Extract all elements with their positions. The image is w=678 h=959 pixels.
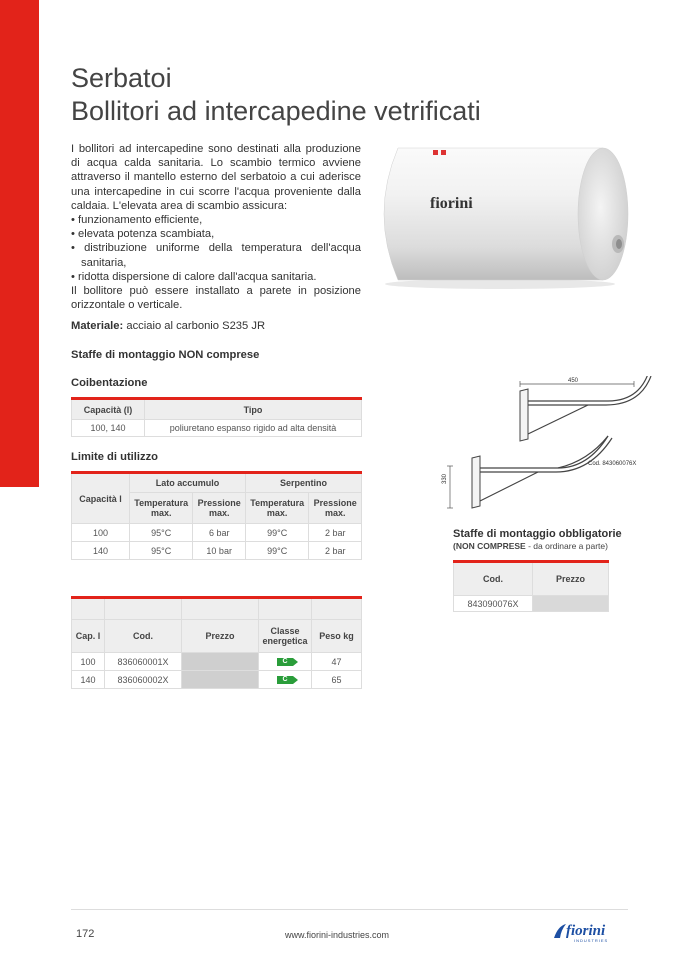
feature-list	[71, 213, 361, 284]
table-row	[72, 524, 362, 542]
mounting-table	[453, 560, 609, 612]
intro-paragraph-2: Il bollitore può essere installato a parete in posizione orizzontale o verticale.	[71, 285, 361, 312]
cell: 2 bar	[309, 542, 362, 560]
feature-item: • elevata potenza scambiata,	[71, 228, 215, 241]
title-line-1: Serbatoi	[71, 63, 172, 93]
col-pressione-accumulo: Pressione max.	[193, 493, 246, 524]
col-tipo: Tipo	[145, 399, 362, 420]
cell-peso: 65	[312, 671, 362, 689]
brackets-not-included-note: Staffe di montaggio NON comprese	[71, 349, 260, 361]
spacer-cell	[259, 598, 312, 620]
footer-divider	[71, 909, 628, 910]
table-row	[454, 596, 609, 612]
spacer-cell	[312, 598, 362, 620]
col-peso: Peso kg	[312, 620, 362, 653]
col-prezzo: Prezzo	[182, 620, 259, 653]
page-title	[71, 62, 481, 128]
col-capacita: Capacità l	[72, 473, 130, 524]
limite-heading: Limite di utilizzo	[71, 451, 159, 463]
fiorini-logo	[552, 920, 628, 944]
col-cod: Cod.	[454, 562, 533, 596]
cell: 6 bar	[193, 524, 246, 542]
energy-class-label: C	[282, 676, 288, 684]
col-cod: Cod.	[105, 620, 182, 653]
table-row	[72, 671, 362, 689]
table-row	[72, 653, 362, 671]
col-cap: Cap. l	[72, 620, 105, 653]
energy-class-badge	[277, 658, 293, 666]
cell: 99°C	[245, 524, 308, 542]
coibentazione-heading: Coibentazione	[71, 377, 148, 389]
col-capacita: Capacità (l)	[72, 399, 145, 420]
limite-table	[71, 471, 362, 560]
energy-class-badge	[277, 676, 293, 684]
mounting-sub-rest: - da ordinare a parte)	[525, 541, 608, 551]
bracket-height-label: 330	[442, 473, 448, 484]
cell-prezzo	[533, 596, 609, 612]
cell-cap: 100	[72, 653, 105, 671]
material-value: acciaio al carbonio S235 JR	[123, 320, 266, 332]
bracket-width-label: 450	[568, 378, 579, 384]
cell: 95°C	[130, 524, 193, 542]
cell-cap: 140	[72, 671, 105, 689]
intro-paragraph-1: I bollitori ad intercapedine sono destinati alla produzione di acqua calda sanitaria. Lo scambio termico avviene attraverso il mantello esterno del serbatoio a cui aderisce una intercapedine in cui scorre l'acqua proveniente dalla caldaia. L'elevata area di scambio assicura:	[71, 143, 361, 212]
bracket-code-label: Cod. 843060076X	[588, 461, 637, 467]
product-table	[71, 596, 362, 689]
cell-cod: 836060001X	[105, 653, 182, 671]
website-link[interactable]: www.fiorini-industries.com	[285, 930, 390, 940]
cell-prezzo	[182, 671, 259, 689]
spacer-cell	[105, 598, 182, 620]
cell: 99°C	[245, 542, 308, 560]
mounting-sub-bold: (NON COMPRESE	[453, 541, 526, 551]
cell: 2 bar	[309, 524, 362, 542]
bracket-drawing	[438, 376, 653, 511]
page-number: 172	[76, 928, 95, 940]
tank-image	[368, 136, 633, 291]
mounting-heading: Staffe di montaggio obbligatorie	[453, 528, 622, 540]
group-serpentino: Serpentino	[245, 473, 361, 493]
col-prezzo: Prezzo	[533, 562, 609, 596]
logo-text: fiorini	[566, 923, 606, 939]
feature-item: • ridotta dispersione di calore dall'acqua sanitaria.	[71, 270, 317, 283]
col-temperatura-accumulo: Temperatura max.	[130, 493, 193, 524]
intro-text	[71, 142, 361, 312]
cell: 10 bar	[193, 542, 246, 560]
cell: 140	[72, 542, 130, 560]
cell-capacita: 100, 140	[72, 420, 145, 437]
cell-tipo: poliuretano espanso rigido ad alta densità	[145, 420, 362, 437]
cell-classe	[259, 671, 312, 689]
cell-classe	[259, 653, 312, 671]
logo-subtext: INDUSTRIES	[574, 938, 609, 943]
cell: 100	[72, 524, 130, 542]
col-classe-energetica: Classe energetica	[259, 620, 312, 653]
col-pressione-serpentino: Pressione max.	[309, 493, 362, 524]
coibentazione-table	[71, 397, 362, 437]
red-side-bar	[0, 0, 39, 487]
group-lato-accumulo: Lato accumulo	[130, 473, 246, 493]
cell-cod: 836060002X	[105, 671, 182, 689]
energy-class-label: C	[282, 658, 288, 666]
spacer-cell	[182, 598, 259, 620]
feature-item: • funzionamento efficiente,	[71, 214, 203, 227]
cell-prezzo	[182, 653, 259, 671]
table-row	[72, 542, 362, 560]
feature-item: • distribuzione uniforme della temperatura dell'acqua sanitaria,	[71, 242, 361, 269]
tank-brand-label: fiorini	[430, 195, 473, 212]
cell-peso: 47	[312, 653, 362, 671]
col-temperatura-serpentino: Temperatura max.	[245, 493, 308, 524]
table-row	[72, 420, 362, 437]
cell: 95°C	[130, 542, 193, 560]
title-line-2: Bollitori ad intercapedine vetrificati	[71, 96, 481, 126]
spacer-cell	[72, 598, 105, 620]
material-line	[71, 320, 265, 332]
cell-cod: 843090076X	[454, 596, 533, 612]
material-label: Materiale:	[71, 320, 124, 332]
mounting-subtitle	[453, 541, 608, 551]
